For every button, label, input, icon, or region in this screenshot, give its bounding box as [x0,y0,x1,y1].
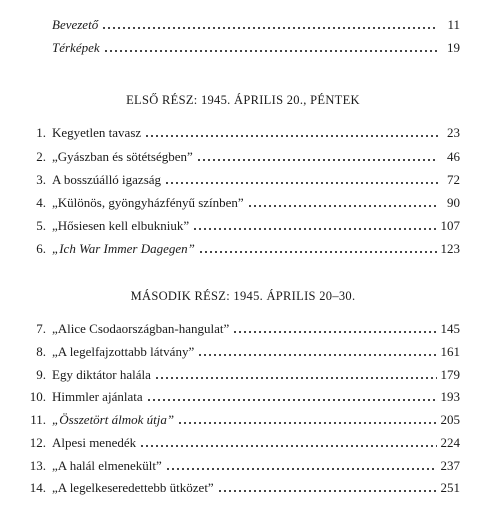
page-number: 224 [440,435,460,450]
dot-leader [167,468,437,470]
part-heading: MÁSODIK RÉSZ: 1945. ÁPRILIS 20–30. [130,289,356,303]
chapter-title: „Ich War Immer Dagegen” [52,241,195,256]
page-number: 205 [440,412,460,427]
dot-leader [249,205,438,207]
chapter-title: „Gyászban és sötétségben” [52,149,193,164]
page-number: 107 [440,218,460,233]
page-number: 161 [440,344,460,359]
dot-leader [194,228,436,230]
entry-title: Bevezető [52,17,99,32]
toc-entry [28,367,460,383]
chapter-number: 2. [36,149,46,164]
toc-entry [28,344,460,360]
chapter-title: Himmler ajánlata [52,389,143,404]
page-number: 23 [447,125,460,140]
page-number: 145 [440,321,460,336]
chapter-title: Kegyetlen tavasz [52,125,142,140]
toc-entry [28,412,460,428]
toc-entry [28,195,460,211]
page-number: 179 [440,367,460,382]
page-number: 251 [440,480,460,495]
toc-entry [28,241,460,257]
toc-entry [28,458,460,474]
chapter-number: 8. [36,344,46,359]
dot-leader [234,331,436,333]
chapter-number: 11. [30,412,46,427]
chapter-title: „Hősiesen kell elbukniuk” [52,218,190,233]
entry-title: Térképek [52,40,100,55]
chapter-title: Egy diktátor halála [52,367,151,382]
dot-leader [200,251,437,253]
chapter-number: 7. [36,321,46,336]
chapter-number: 4. [36,195,46,210]
chapter-number: 9. [36,367,46,382]
chapter-number: 12. [29,435,46,450]
chapter-number: 13. [29,458,46,473]
dot-leader [146,135,438,137]
chapter-title: „Különös, gyöngyházfényű színben” [52,195,244,210]
page-number: 237 [440,458,460,473]
chapter-title: „A halál elmenekült” [52,458,162,473]
dot-leader [198,159,438,161]
dot-leader [199,354,436,356]
toc-entry [28,218,460,234]
toc-entry [28,149,460,165]
chapter-title: „Összetört álmok útja” [52,412,175,427]
toc-entry-maps [28,40,460,56]
dot-leader [105,50,438,52]
dot-leader [141,445,436,447]
chapter-number: 10. [29,389,46,404]
page-number: 123 [440,241,460,256]
chapter-number: 6. [36,241,46,256]
dot-leader [179,422,436,424]
page-number: 11 [447,17,460,32]
chapter-title: Alpesi menedék [52,435,137,450]
dot-leader [219,490,437,492]
toc-entry [28,321,460,337]
page-number: 46 [447,149,460,164]
dot-leader [156,377,437,379]
toc-entry [28,125,460,141]
chapter-number: 3. [36,172,46,187]
page-number: 90 [447,195,460,210]
page-number: 193 [440,389,460,404]
chapter-title: „Alice Csodaországban-hangulat” [52,321,230,336]
page-number: 72 [447,172,460,187]
chapter-number: 5. [36,218,46,233]
toc-entry [28,480,460,496]
chapter-number: 1. [36,125,46,140]
chapter-title: „A legelkeseredettebb ütközet” [52,480,214,495]
toc-entry [28,435,460,451]
toc-entry-introduction [28,17,460,33]
dot-leader [103,27,438,29]
toc-entry [28,172,460,188]
chapter-title: „A legelfajzottabb látvány” [52,344,195,359]
page-number: 19 [447,40,460,55]
toc-entry [28,389,460,405]
dot-leader [166,182,438,184]
dot-leader [148,399,437,401]
chapter-number: 14. [29,480,46,495]
chapter-title: A bosszúálló igazság [52,172,162,187]
part-heading: ELSŐ RÉSZ: 1945. ÁPRILIS 20., PÉNTEK [126,93,360,107]
